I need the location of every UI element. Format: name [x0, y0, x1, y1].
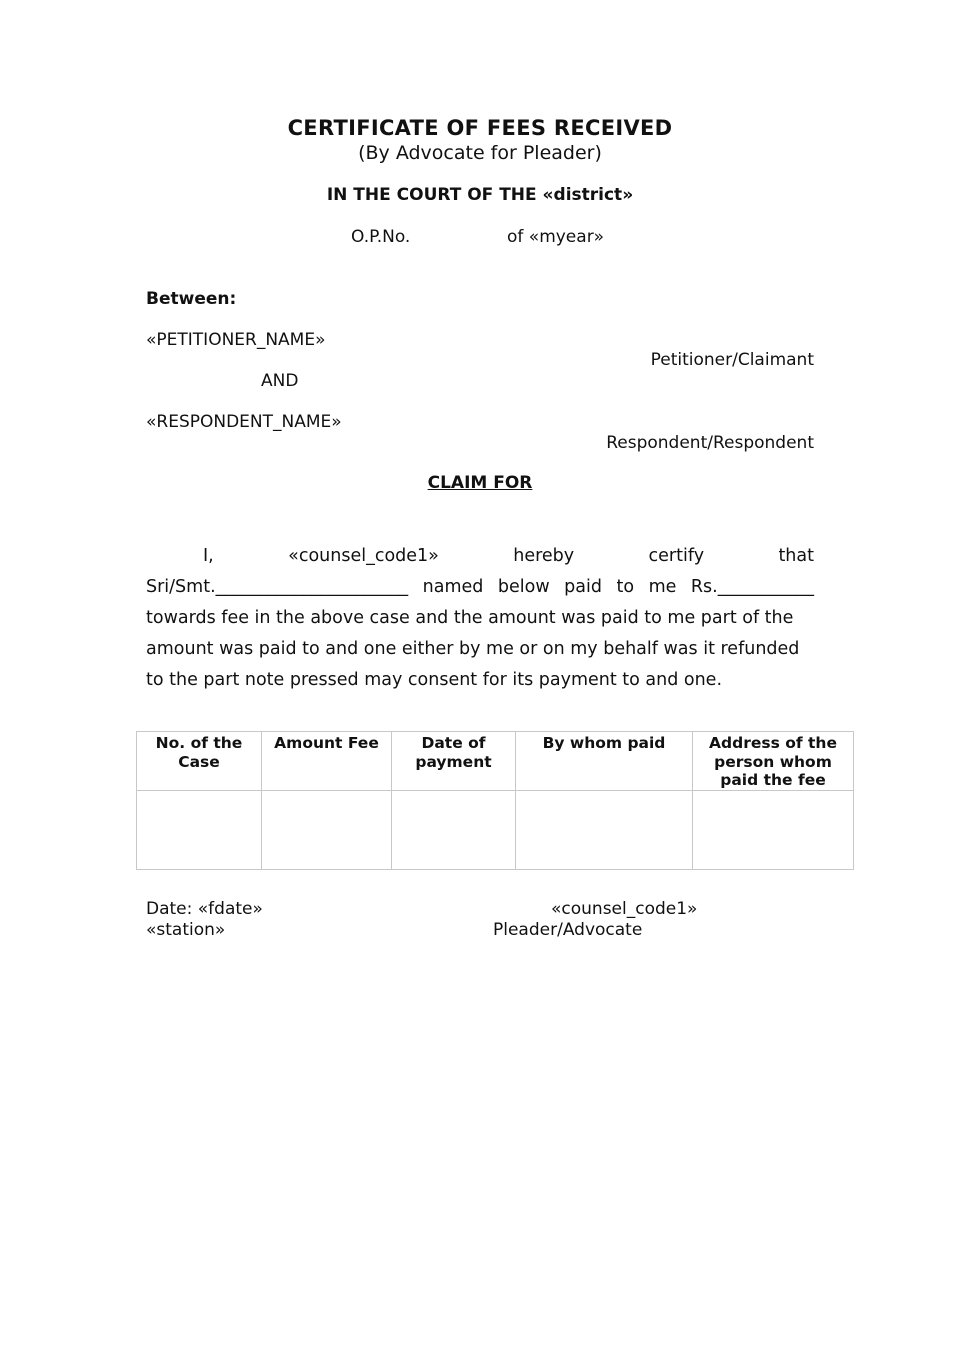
certificate-paragraph	[146, 541, 814, 696]
footer-counsel: «counsel_code1»	[551, 899, 698, 919]
word: Rs.___________	[690, 577, 814, 597]
word: hereby	[513, 546, 575, 566]
header-by-whom-paid: By whom paid	[516, 732, 693, 791]
word: to	[616, 577, 635, 597]
header-amount-fee: Amount Fee	[262, 732, 392, 791]
respondent-role: Respondent/Respondent	[606, 433, 814, 453]
word: certify	[648, 546, 705, 566]
word: Sri/Smt.______________________	[146, 577, 409, 597]
petitioner-role: Petitioner/Claimant	[650, 350, 814, 370]
court-heading: IN THE COURT OF THE «district»	[326, 185, 634, 205]
claim-heading: CLAIM FOR	[427, 473, 533, 493]
word: «counsel_code1»	[288, 546, 439, 566]
word: below	[497, 577, 550, 597]
respondent-name: «RESPONDENT_NAME»	[146, 412, 342, 432]
word: that	[778, 546, 814, 566]
header-case-no: No. of the Case	[137, 732, 262, 791]
footer-date: Date: «fdate»	[146, 899, 263, 919]
document-subtitle: (By Advocate for Pleader)	[358, 142, 602, 164]
document-title: CERTIFICATE OF FEES RECEIVED	[287, 116, 673, 140]
footer-role: Pleader/Advocate	[493, 920, 643, 940]
table-cell	[262, 790, 392, 869]
word: me	[648, 577, 677, 597]
word: paid	[564, 577, 602, 597]
petitioner-name: «PETITIONER_NAME»	[146, 330, 326, 350]
table-row	[137, 790, 854, 869]
op-no-label: O.P.No.	[351, 227, 411, 247]
table-header-row	[137, 732, 854, 791]
op-year: of «myear»	[507, 227, 605, 247]
word: I,	[203, 546, 214, 566]
fees-table	[136, 731, 854, 870]
paragraph-line-1	[146, 541, 814, 572]
table-cell	[137, 790, 262, 869]
paragraph-line-2	[146, 572, 814, 603]
header-address: Address of the person whom paid the fee	[693, 732, 854, 791]
table-cell	[392, 790, 516, 869]
between-label: Between:	[146, 289, 237, 309]
paragraph-line-5: to the part note pressed may consent for its payment to and one.	[146, 670, 723, 690]
header-date-of-payment: Date of payment	[392, 732, 516, 791]
and-label: AND	[261, 371, 299, 391]
paragraph-line-4: amount was paid to and one either by me or on my behalf was it refunded	[146, 639, 800, 659]
table-cell	[516, 790, 693, 869]
table-cell	[693, 790, 854, 869]
paragraph-line-3: towards fee in the above case and the amount was paid to me part of the	[146, 608, 794, 628]
footer-station: «station»	[146, 920, 226, 940]
word: named	[422, 577, 484, 597]
